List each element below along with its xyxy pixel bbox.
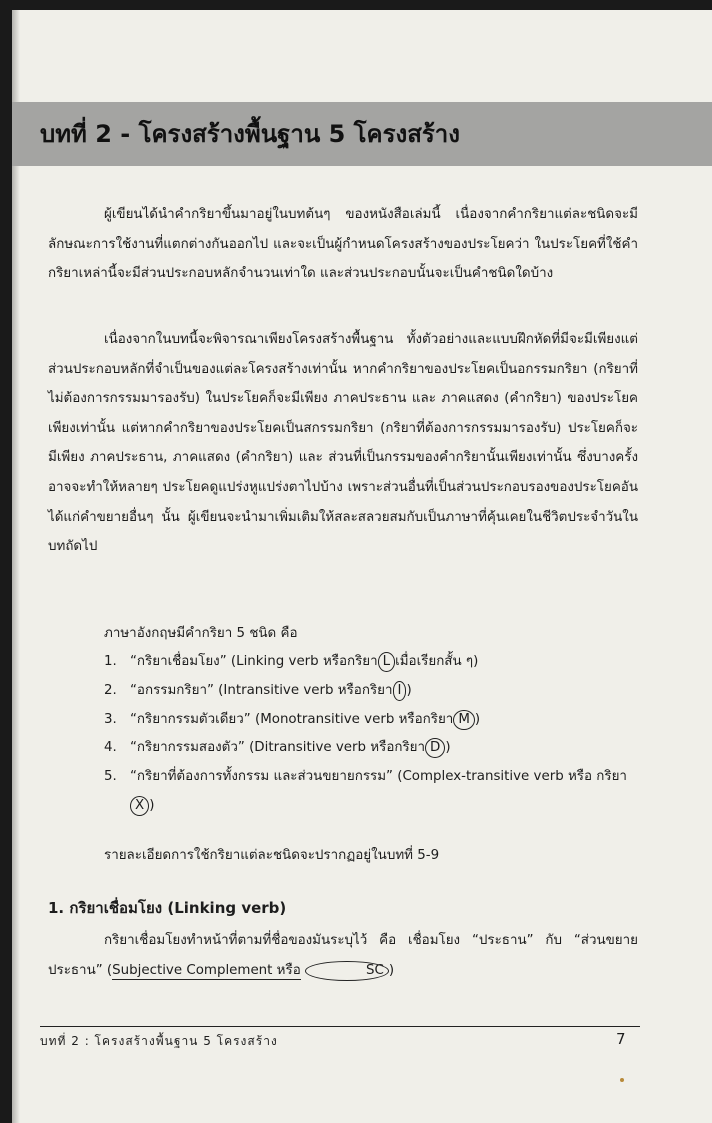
page-number: 7	[616, 1030, 626, 1048]
page-gutter-shadow	[12, 10, 20, 1123]
circled-abbreviation: X	[130, 796, 149, 816]
list-number: 2.	[104, 682, 117, 698]
circled-abbreviation: D	[425, 738, 445, 758]
section-number: 1.	[48, 899, 65, 917]
list-number: 5.	[104, 769, 117, 785]
list-text: “กริยากรรมสองตัว” (Ditransitive verb หรือกริยา D )	[130, 734, 639, 763]
list-number: 3.	[104, 711, 117, 727]
list-item	[104, 677, 639, 706]
summary-line: รายละเอียดการใช้กริยาแต่ละชนิดจะปรากฏอยู่ในบทที่ 5-9	[104, 848, 440, 863]
list-text: “อกรรมกริยา” (Intransitive verb หรือกริยา I )	[130, 677, 639, 706]
list-item	[104, 706, 639, 735]
list-item	[104, 648, 639, 677]
footer-rule	[40, 1026, 640, 1027]
section-heading	[48, 896, 286, 920]
paragraph-2: เนื่องจากในบทนี้จะพิจารณาเพียงโครงสร้างพื้นฐาน ทั้งตัวอย่างและแบบฝึกหัดที่มีจะมีเพียงแต่ส่วนประกอบหลักที่จำเป็นของแต่ละโครงสร้างเท่านั้น หากคำกริยาของประโยคเป็นอกรรมกริยา (กริยาที่ไม่ต้องการกรรมมารองรับ) ในประโยคก็จะมีเพียง ภาคประธาน และ ภาคแสดง (คำกริยา) ของประโยคเพียงเท่านั้น แต่หากคำกริยาของประโยคเป็นสกรรมกริยา (กริยาที่ต้องการกรรมมารองรับ) ประโยคก็จะมีเพียง ภาคประธาน, ภาคแสดง (คำกริยา) และ ส่วนที่เป็นกรรมของคำกริยานั้นเพียงเท่านั้น ซึ่งบางครั้งอาจจะทำให้หลายๆ ประโยคดูแปร่งหูแปร่งตาไปบ้าง เพราะส่วนอื่นที่เป็นส่วนประกอบรองของประโยคอันได้แก่คำขยายอื่นๆ นั้น ผู้เขียนจะนำมาเพิ่มเติมให้สละสลวยสมกับเป็นภาษาที่คุ้นเคยในชีวิตประจำวันในบทถัดไป	[48, 332, 638, 555]
section-title-english: (Linking verb)	[167, 899, 287, 917]
section-body: กริยาเชื่อมโยงทำหน้าที่ตามที่ชื่อของมันระบุไว้ คือ เชื่อมโยง “ประธาน” กับ “ส่วนขยายประธาน” (Subjective Complement หรือ SC )	[48, 926, 638, 985]
list-item	[104, 734, 639, 763]
verb-types-intro: ภาษาอังกฤษมีคำกริยา 5 ชนิด คือ	[104, 626, 298, 641]
list-text: “กริยากรรมตัวเดียว” (Monotransitive verb หรือกริยา M )	[130, 706, 639, 735]
list-item	[104, 763, 639, 821]
running-footer: บทที่ 2 : โครงสร้างพื้นฐาน 5 โครงสร้าง	[40, 1034, 278, 1048]
list-text: “กริยาที่ต้องการทั้งกรรม และส่วนขยายกรรม” (Complex-transitive verb หรือ กริยาX )	[130, 763, 639, 821]
underlined-term: Subjective Complement หรือ	[112, 962, 301, 978]
circled-abbreviation: I	[393, 681, 407, 701]
list-number: 1.	[104, 654, 117, 669]
verb-types-list	[104, 648, 639, 821]
section-title: กริยาเชื่อมโยง	[69, 899, 163, 917]
list-number: 4.	[104, 740, 117, 756]
circled-abbreviation: SC	[305, 961, 389, 981]
list-text: “กริยาเชื่อมโยง” (Linking verb หรือกริยา L เมื่อเรียกสั้น ๆ)	[130, 648, 639, 677]
paragraph-1: ผู้เขียนได้นำคำกริยาขึ้นมาอยู่ในบทต้นๆ ของหนังสือเล่มนี้ เนื่องจากคำกริยาแต่ละชนิดจะมีลักษณะการใช้งานที่แตกต่างกันออกไป และจะเป็นผู้กำหนดโครงสร้างของประโยคว่า ในประโยคที่ใช้คำกริยาเหล่านี้จะมีส่วนประกอบหลักจำนวนเท่าใด และส่วนประกอบนั้นจะเป็นคำชนิดใดบ้าง	[48, 207, 638, 282]
circled-abbreviation: L	[378, 652, 395, 672]
paper-speck	[620, 1078, 624, 1082]
chapter-title: บทที่ 2 - โครงสร้างพื้นฐาน 5 โครงสร้าง	[40, 120, 460, 148]
circled-abbreviation: M	[453, 710, 475, 730]
